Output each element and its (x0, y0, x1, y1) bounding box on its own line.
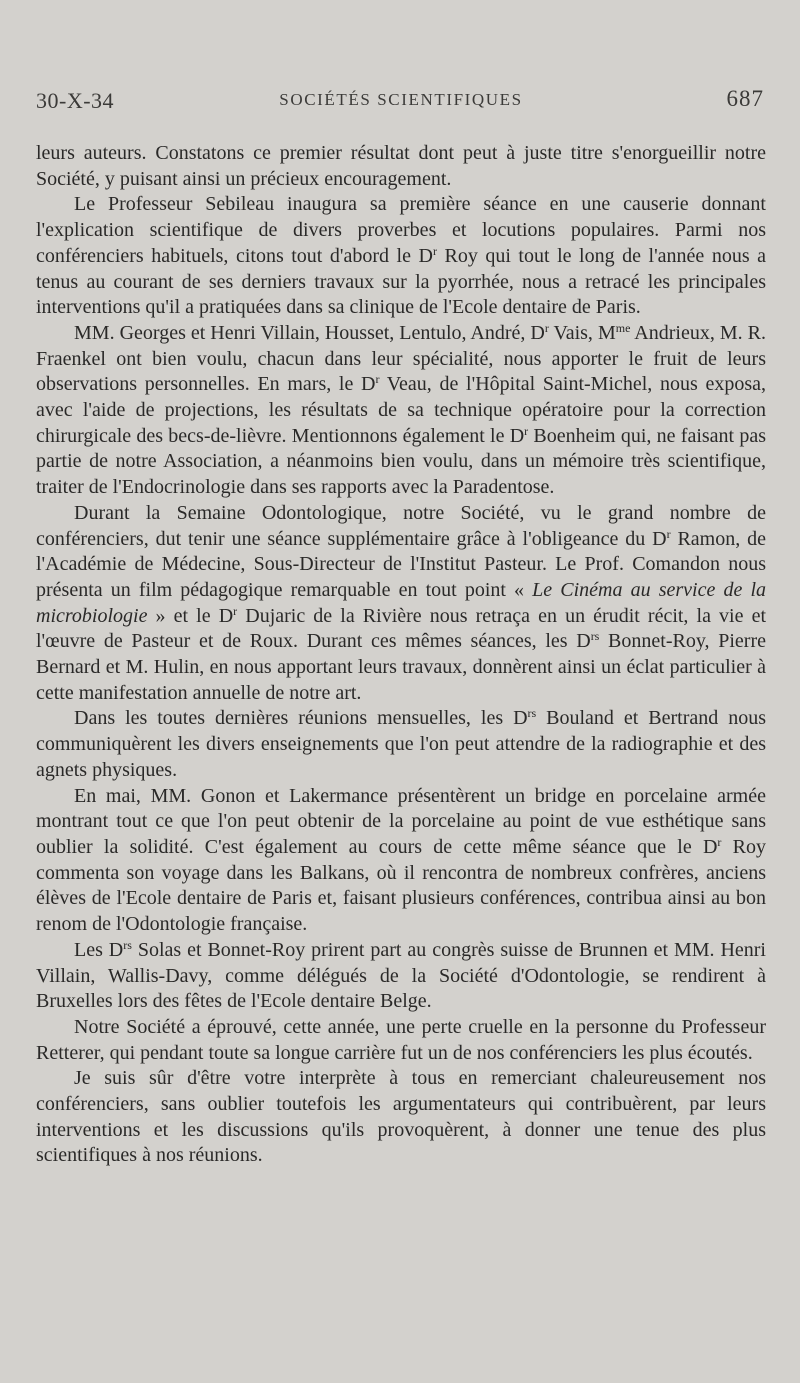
page-number: 687 (726, 86, 764, 111)
running-header (36, 82, 766, 122)
paragraph-9: Je suis sûr d'être votre interprète à tous en remerciant chaleureusement nos conférenciers, sans oublier toutefois les argumentateurs qui contribuèrent, par leurs interventions et les discussions qu'ils provoquèrent, à donner une tenue des plus scientifiques à nos réunions. (36, 1067, 766, 1167)
paragraph-2: Le Professeur Sebileau inaugura sa première séance en une causerie donnant l'explication scientifique de divers proverbes et locutions populaires. Parmi nos conférenciers habituels, citons tout d'abord le $D^r$ Roy qui tout le long de l'année nous a tenus au courant de ses derniers travaux sur la pyorrhée, nous a retracé les principales interventions qu'il a pratiquées dans sa clinique de l'Ecole dentaire de Paris. (36, 193, 767, 319)
header-title: SOCIÉTÉS SCIENTIFIQUES (279, 90, 523, 109)
paragraph-4: Durant la Semaine Odontologique, notre Société, vu le grand nombre de conférenciers, dut tenir une séance supplémentaire grâce à l'obligeance du $D^r$ Ramon, de l'Académie de Médecine, Sous-Directeur de l'Institut Pasteur. Le Prof. Comandon nous présenta un film pédagogique remarquable en tout point « Le Cinéma au service de la microbiologie » et le $D^r$ Dujaric de la Rivière nous retraça en un érudit récit, la vie et l'œuvre de Pasteur et de Roux. Durant ces mêmes séances, les $D^{rs}$ Bonnet-Roy, Pierre Bernard et M. Hulin, en nous apportant leurs travaux, donnèrent ainsi un éclat particulier à cette manifestation annuelle de notre art. (36, 501, 767, 704)
paragraph-3: MM. Georges et Henri Villain, Housset, Lentulo, André, $D^r$ Vais, $M^{me}$ Andrieux, M. R. Fraenkel ont bien voulu, chacun dans leur spécialité, nous apporter le fruit de leurs observations personnelles. En mars, le $D^r$ Veau, de l'Hôpital Saint-Michel, nous exposa, avec l'aide de projections, les résultats de sa technique opératoire pour la correction chirurgicale des becs-de-lièvre. Mentionnons également le $D^r$ Boenheim qui, ne faisant pas partie de notre Association, a néanmoins bien voulu, dans un mémoire très scientifique, traiter de l'Endocrinologie dans ses rapports avec la Paradentose. (36, 320, 766, 499)
paragraph-1: leurs auteurs. Constatons ce premier résultat dont peut à juste titre s'enorgueillir notre Société, y puisant ainsi un précieux encouragement. (36, 142, 766, 190)
paragraph-5: Dans les toutes dernières réunions mensuelles, les $D^{rs}$ Bouland et Bertrand nous communiquèrent les divers enseignements que l'on peut attendre de la radiographie et des agnets physiques. (36, 706, 766, 781)
paragraph-7: Les $D^{rs}$ Solas et Bonnet-Roy prirent part au congrès suisse de Brunnen et MM. Henri Villain, Wallis-Davy, comme délégués de la Société d'Odontologie, se rendirent à Bruxelles lors des fêtes de l'Ecole dentaire Belge. (36, 937, 766, 1013)
paragraph-6: En mai, MM. Gonon et Lakermance présentèrent un bridge en porcelaine armée montrant tout ce que l'on peut obtenir de la porcelaine au point de vue esthétique sans oublier la solidité. C'est également au cours de cette même séance que le $D^r$ Roy commenta son voyage dans les Balkans, où il rencontra de nombreux confrères, anciens élèves de l'Ecole dentaire de Paris et, faisant plusieurs conférences, contribua ainsi au bon renom de l'Odontologie française. (36, 784, 766, 936)
paragraph-8: Notre Société a éprouvé, cette année, une perte cruelle en la personne du Professeur Retterer, qui pendant toute sa longue carrière fut un de nos conférenciers les plus écoutés. (36, 1015, 766, 1064)
header-date: 30-X-34 (36, 88, 115, 113)
body-text (36, 141, 766, 1169)
film-title: Le Cinéma au service de la microbiologie (36, 578, 766, 627)
